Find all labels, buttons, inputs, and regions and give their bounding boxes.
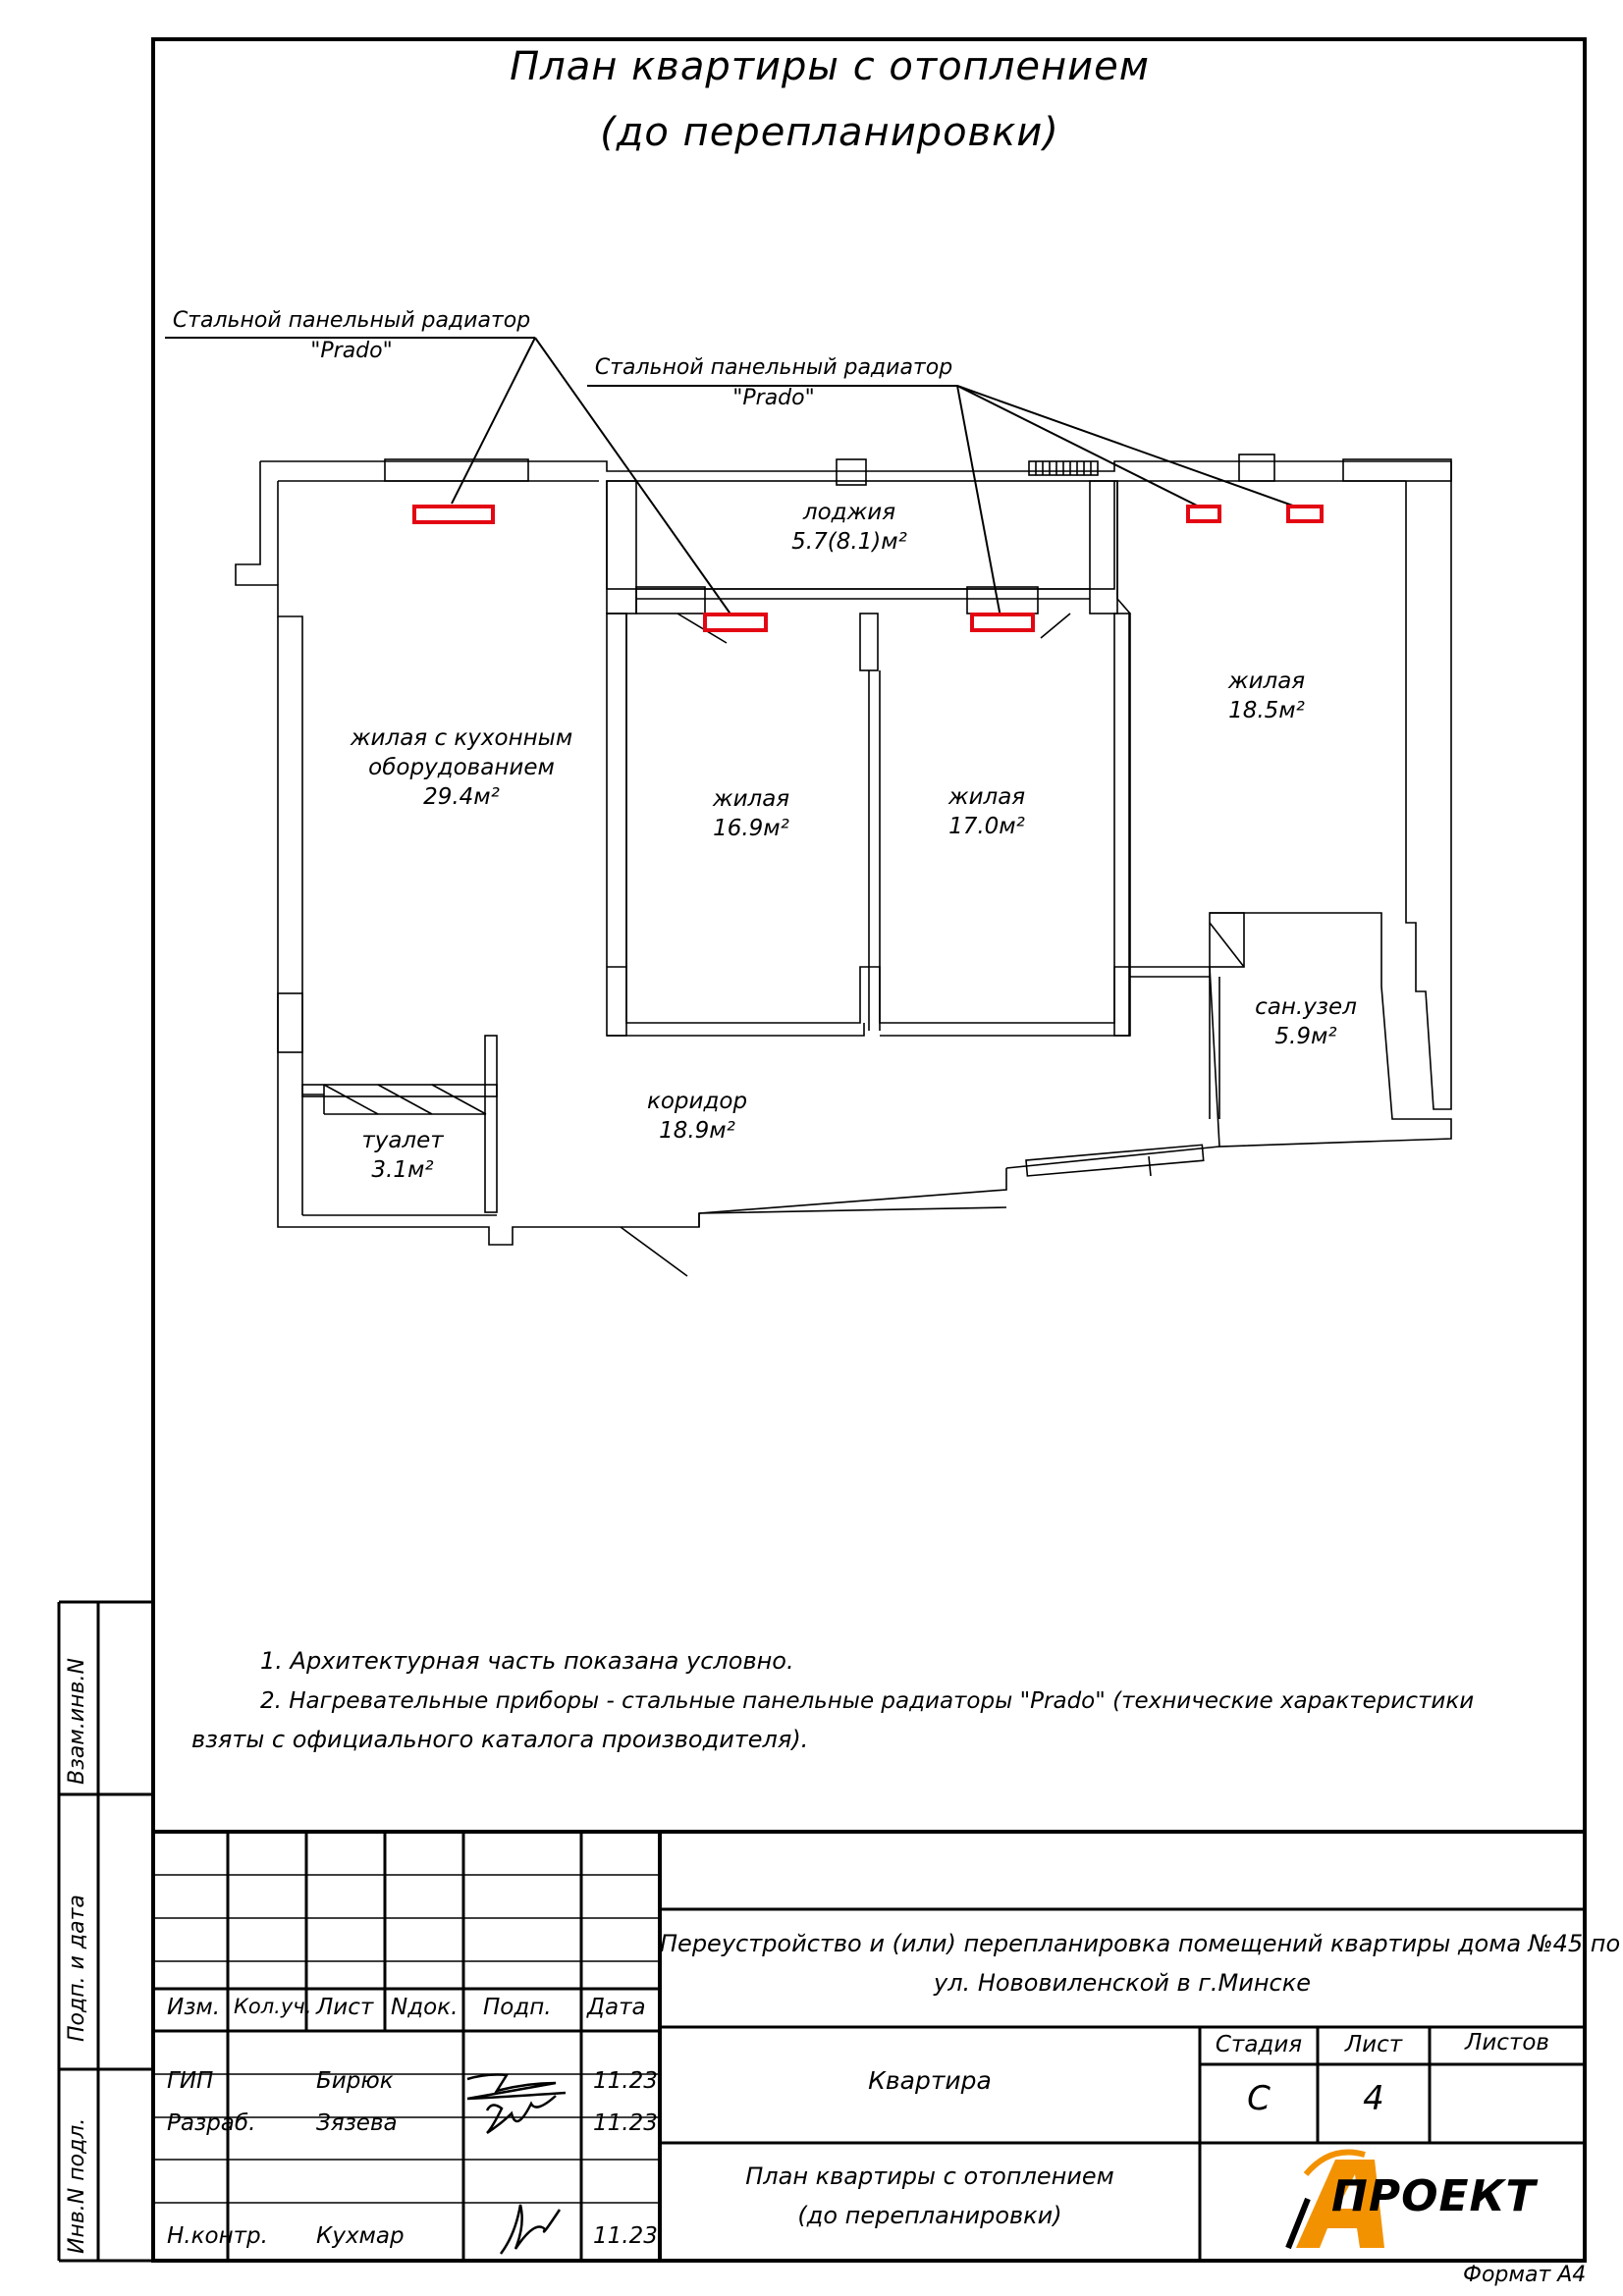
drawing-title-line2: (до перепланировки) bbox=[797, 2202, 1062, 2229]
logo-text: ПРОЕКТ bbox=[1331, 2171, 1537, 2221]
callout-right-line1: Стальной панельный радиатор bbox=[594, 355, 953, 380]
signature-nkontr bbox=[501, 2205, 560, 2254]
col-header-date: Дата bbox=[587, 1995, 646, 2020]
radiator-living3a bbox=[1188, 507, 1219, 521]
drawing-title-line1: План квартиры с отоплением bbox=[745, 2163, 1114, 2190]
toilet-stairs bbox=[324, 1085, 486, 1114]
sheets-header: Листов bbox=[1465, 2030, 1549, 2056]
room-area: 5.7(8.1)м² bbox=[791, 528, 907, 555]
col-header-izm: Изм. bbox=[167, 1995, 221, 2020]
room-living-2 bbox=[903, 783, 1070, 842]
note-2-line1: 2. Нагревательные приборы - стальные панельные радиаторы "Prado" (технические характеристики bbox=[260, 1688, 1475, 1714]
callout-radiator-left bbox=[165, 306, 538, 367]
room-name: лоджия bbox=[802, 500, 896, 525]
date-gip: 11.23 bbox=[593, 2068, 658, 2094]
col-header-ndok: Nдок. bbox=[391, 1995, 459, 2020]
room-loggia bbox=[746, 499, 952, 558]
radiator-living2 bbox=[972, 614, 1033, 630]
room-corridor bbox=[609, 1088, 785, 1147]
sheet-value: 4 bbox=[1363, 2079, 1384, 2118]
room-area: 29.4м² bbox=[423, 783, 500, 810]
room-area: 18.5м² bbox=[1228, 697, 1305, 723]
col-header-podp: Подп. bbox=[483, 1995, 552, 2020]
role-razrab: Разраб. bbox=[167, 2110, 256, 2136]
note-1: 1. Архитектурная часть показана условно. bbox=[260, 1647, 794, 1675]
sheet-format: Формат А4 bbox=[1463, 2263, 1587, 2287]
room-area: 17.0м² bbox=[948, 813, 1025, 839]
room-name: жилая с кухонным bbox=[350, 725, 573, 751]
room-name: туалет bbox=[361, 1128, 444, 1153]
side-label-sign-date: Подп. и дата bbox=[65, 1895, 89, 2042]
callout-right-line2: "Prado" bbox=[732, 385, 815, 410]
radiator-living1 bbox=[705, 614, 766, 630]
signature-razrab bbox=[487, 2096, 556, 2133]
signature-gip bbox=[467, 2075, 566, 2100]
sheet-header: Лист bbox=[1344, 2032, 1403, 2057]
name-nkontr: Кухмар bbox=[316, 2223, 405, 2249]
note-2-line2: взяты с официального каталога производителя). bbox=[191, 1726, 809, 1753]
room-area: 5.9м² bbox=[1274, 1023, 1337, 1049]
side-label-inv-podl: Инв.N подл. bbox=[65, 2117, 89, 2254]
room-area: 3.1м² bbox=[371, 1156, 434, 1183]
room-kitchen-living bbox=[314, 724, 609, 813]
room-name: оборудованием bbox=[368, 754, 555, 780]
sheet-title-line1: План квартиры с отоплением bbox=[510, 44, 1150, 89]
room-area: 16.9м² bbox=[713, 815, 789, 841]
col-header-list: Лист bbox=[316, 1995, 374, 2020]
room-living-3 bbox=[1183, 667, 1350, 726]
date-razrab: 11.23 bbox=[593, 2110, 658, 2136]
name-gip: Бирюк bbox=[316, 2068, 394, 2094]
signatures bbox=[467, 2075, 566, 2255]
radiator-living3b bbox=[1288, 507, 1322, 521]
callout-left-line1: Стальной панельный радиатор bbox=[172, 308, 531, 333]
stage-header: Стадия bbox=[1215, 2032, 1303, 2057]
room-name: жилая bbox=[712, 786, 790, 812]
room-name: жилая bbox=[1227, 668, 1306, 694]
room-toilet bbox=[334, 1127, 471, 1186]
project-line1: Переустройство и (или) перепланировка помещений квартиры дома №45 по bbox=[660, 1930, 1621, 1957]
side-label-inv-vzam: Взам.инв.N bbox=[65, 1658, 89, 1785]
room-living-1 bbox=[668, 785, 835, 844]
role-gip: ГИП bbox=[167, 2068, 214, 2094]
callout-left-line2: "Prado" bbox=[310, 338, 393, 363]
role-nkontr: Н.контр. bbox=[167, 2223, 268, 2249]
room-name: сан.узел bbox=[1255, 994, 1357, 1020]
project-line2: ул. Нововиленской в г.Минске bbox=[934, 1969, 1311, 1997]
stage-value: С bbox=[1247, 2079, 1271, 2118]
room-name: жилая bbox=[947, 784, 1026, 810]
callout-radiator-right bbox=[587, 353, 960, 414]
room-area: 18.9м² bbox=[659, 1117, 735, 1144]
room-bathroom bbox=[1232, 993, 1380, 1052]
col-header-kol: Кол.уч. bbox=[234, 1995, 312, 2018]
radiator-kitchen bbox=[414, 507, 493, 522]
room-name: коридор bbox=[646, 1089, 748, 1114]
name-razrab: Зязева bbox=[316, 2110, 398, 2136]
object-name: Квартира bbox=[868, 2066, 992, 2095]
sheet-title-line2: (до перепланировки) bbox=[600, 110, 1059, 155]
date-nkontr: 11.23 bbox=[593, 2223, 658, 2249]
